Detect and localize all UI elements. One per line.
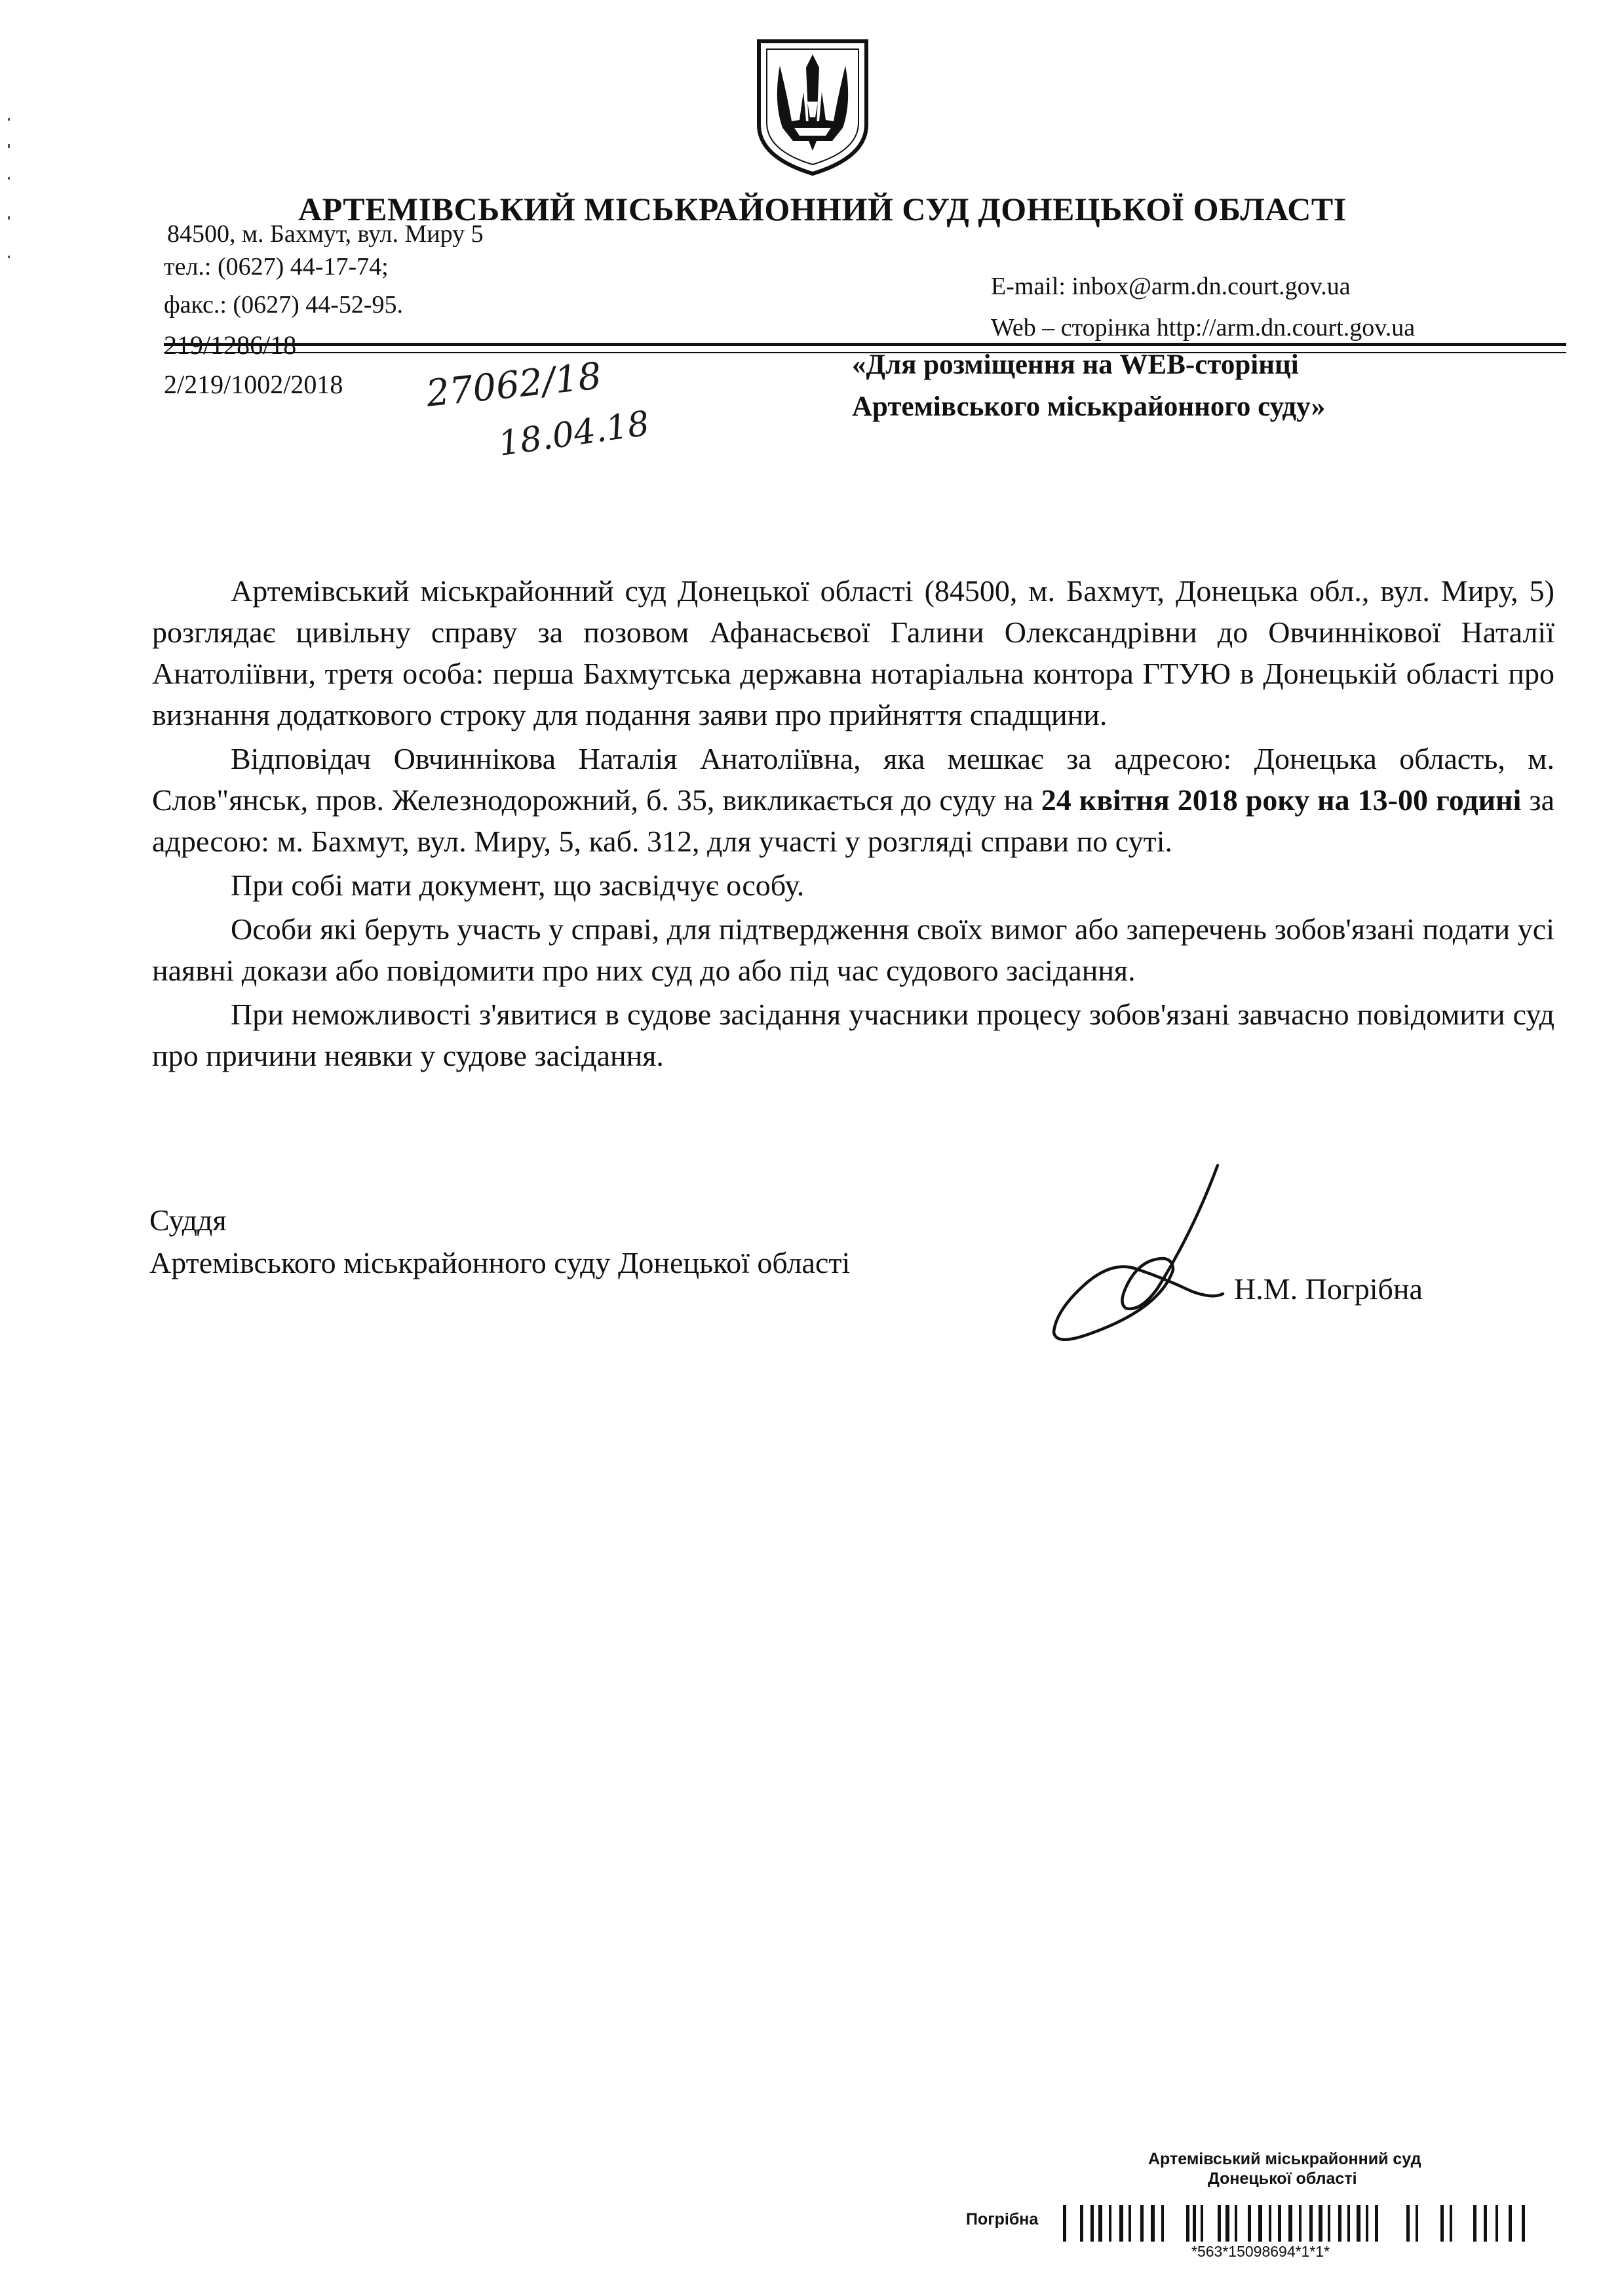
court-name-heading: АРТЕМІВСЬКИЙ МІСЬКРАЙОННИЙ СУД ДОНЕЦЬКОЇ ОБЛАСТІ: [298, 191, 1347, 227]
paragraph-id-document: При собі мати документ, що засвідчує особу.: [231, 868, 805, 902]
handwritten-registration-date: 18.04.18: [495, 404, 652, 464]
letter-body: [152, 570, 1554, 1076]
summons-text-after: за адресою: м. Бахмут, вул. Миру, 5, каб. 312, для участі у розгляді справи по суті.: [152, 783, 1554, 858]
hearing-date-time: 24 квітня 2018 року на 13-00 годині: [1041, 783, 1522, 817]
judge-title: Суддя: [149, 1203, 227, 1237]
web-note-line-2: Артемівського міськрайонного суду»: [852, 391, 1326, 422]
paragraph-absence-notice: При неможливості з'явитися в судове засідання учасники процесу зобов'язані завчасно повідомити суд про причини неявки у судове засідання.: [152, 998, 1554, 1072]
court-fax: факс.: (0627) 44-52-95.: [164, 291, 404, 319]
court-website: Web – сторінка http://arm.dn.court.gov.ua: [991, 314, 1416, 341]
court-email: E-mail: inbox@arm.dn.court.gov.ua: [991, 273, 1351, 300]
handwritten-registration-number: 27062/18: [424, 355, 604, 416]
barcode-number: *563*15098694*1*1*: [1191, 2243, 1330, 2260]
handwritten-signature: [1042, 1160, 1225, 1357]
stamp-court-name: Артемівський міськрайонний суд: [1148, 2150, 1421, 2168]
coat-of-arms-icon: [754, 36, 872, 177]
stamp-judge-name: Погрібна: [966, 2210, 1039, 2228]
court-address: 84500, м. Бахмут, вул. Миру 5: [167, 220, 484, 248]
stamp-region: Донецької області: [1208, 2170, 1357, 2188]
summons-text-before: Відповідач Овчиннікова Наталія Анатоліївна, яка мешкає за адресою: Донецька область, м. Слов"янськ, пров. Железнодорожний, б. 35, викликається до суду на: [152, 742, 1554, 817]
scan-edge-marks: [8, 118, 10, 275]
web-note-line-1: «Для розміщення на WEB-сторінці: [852, 349, 1299, 380]
case-number: 219/1286/18: [164, 330, 297, 360]
paragraph-summons: [152, 738, 1554, 862]
proceeding-number: 2/219/1002/2018: [164, 370, 343, 399]
paragraph-case-description: Артемівський міськрайонний суд Донецької області (84500, м. Бахмут, Донецька обл., вул. Миру, 5) розглядає цивільну справу за позовом Афанасьєвої Галини Олександрівни до Овчиннікової Наталії Анатоліївни, третя особа: перша Бахмутська державна нотаріальна контора ГТУЮ в Донецькій області про визнання додаткового строку для подання заяви про прийняття спадщини.: [152, 574, 1554, 731]
paragraph-evidence: Особи які беруть участь у справі, для підтвердження своїх вимог або заперечень зобов'язані подати усі наявні докази або повідомити про них суд до або під час судового засідання.: [152, 912, 1554, 987]
web-publication-note: [852, 344, 1325, 428]
court-phone: тел.: (0627) 44-17-74;: [164, 253, 389, 281]
judge-name: Н.М. Погрібна: [1234, 1272, 1423, 1306]
judge-court: Артемівського міськрайонного суду Донецької області: [149, 1246, 851, 1279]
